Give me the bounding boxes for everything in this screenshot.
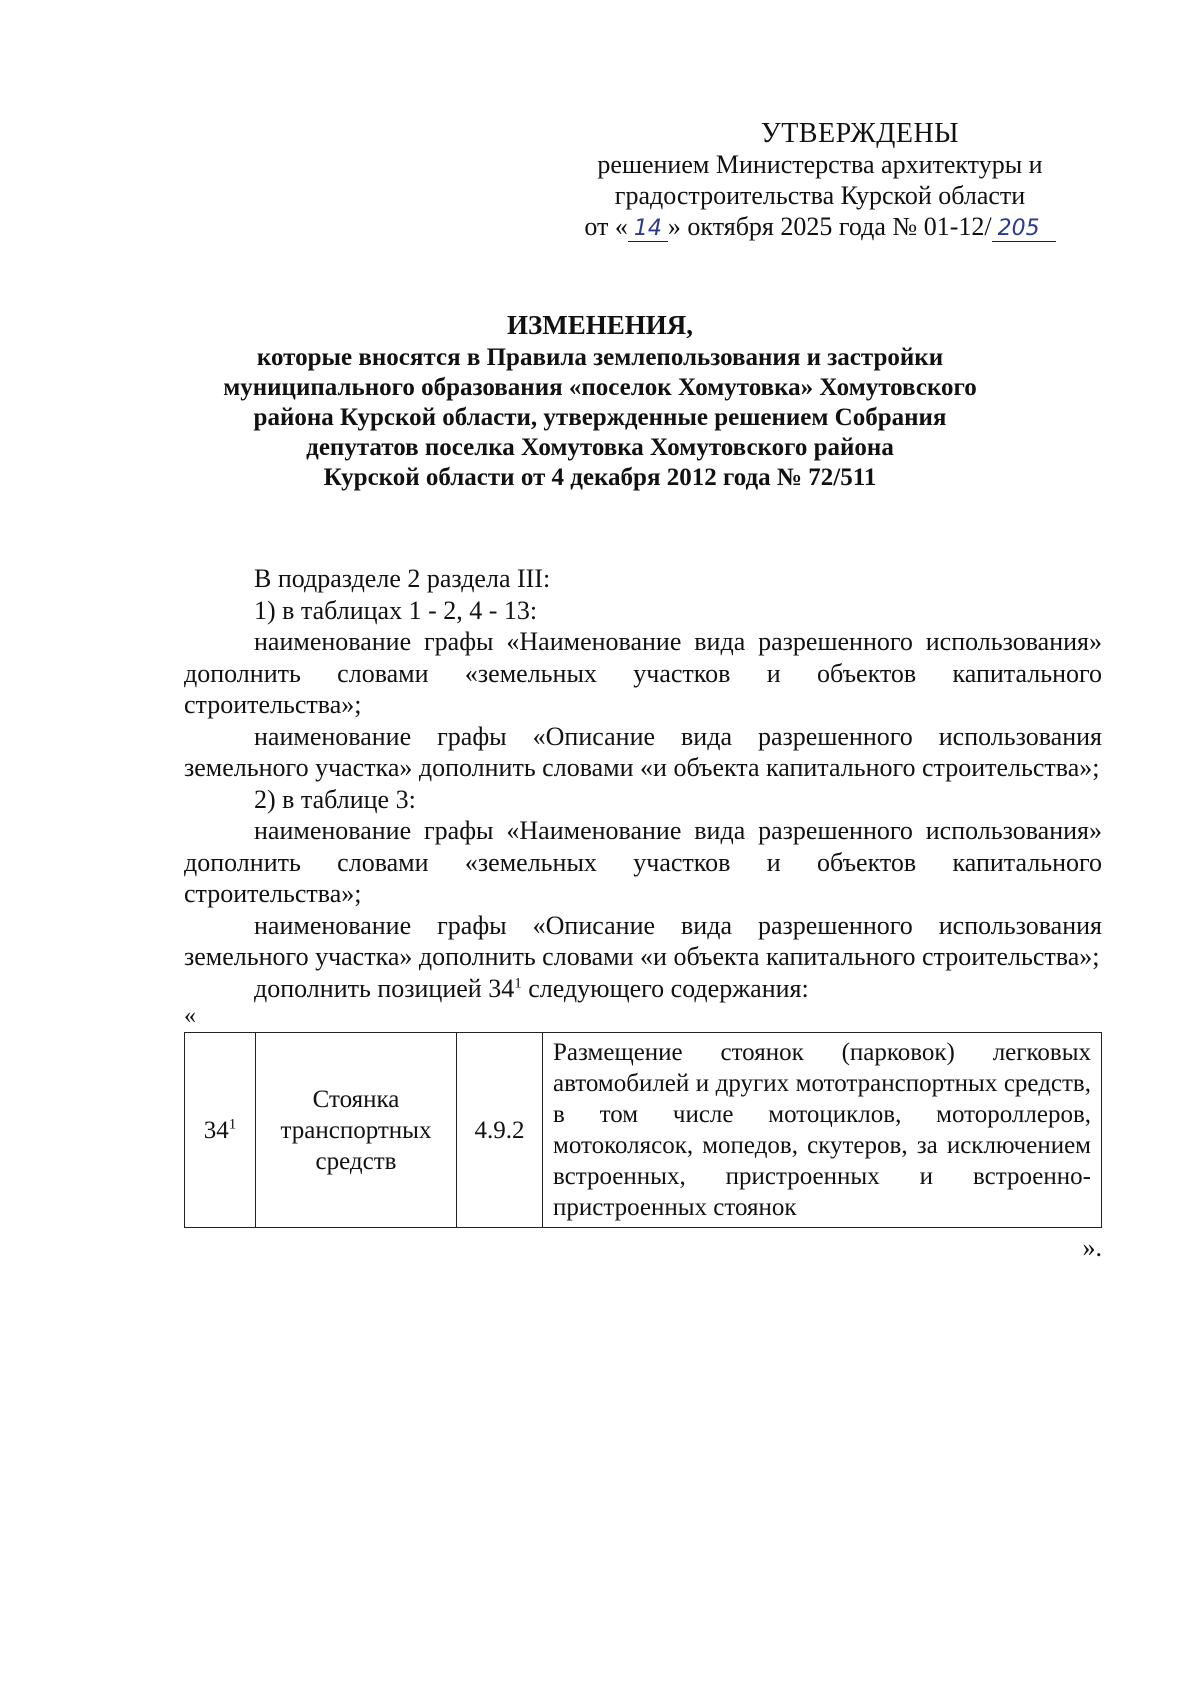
table-row xyxy=(185,1033,1102,1228)
paragraph-add-position xyxy=(184,973,1102,1005)
add-position-text-after: следующего содержания: xyxy=(521,973,809,1003)
table-cell-number xyxy=(185,1033,256,1228)
approval-line-1: решением Министерства архитектуры и xyxy=(597,150,1043,179)
document-title xyxy=(150,310,1050,493)
approval-title: УТВЕРЖДЕНЫ xyxy=(760,118,960,149)
approval-doc-number: 205 xyxy=(992,217,1056,242)
position-number-superscript: 1 xyxy=(228,1116,237,1133)
opening-quote: « xyxy=(184,1003,196,1029)
title-line-5: Курской области от 4 декабря 2012 года № 72/511 xyxy=(323,464,877,491)
paragraph-item-2-change-b: наименование графы «Описание вида разрешенного использования земельного участка» дополнить словами «и объекта капитального строительства»; xyxy=(184,910,1102,971)
title-line-1: которые вносятся в Правила землепользования и застройки xyxy=(256,344,944,371)
title-main: ИЗМЕНЕНИЯ, xyxy=(506,310,693,340)
closing-quote: ». xyxy=(1082,1233,1102,1262)
document-body xyxy=(184,563,1102,1264)
paragraph-item-1: 1) в таблицах 1 - 2, 4 - 13: xyxy=(254,595,538,625)
approval-block xyxy=(560,118,1080,242)
paragraph-item-2: 2) в таблице 3: xyxy=(254,784,416,814)
approval-date-day: 14 xyxy=(628,217,668,242)
approval-date-prefix: от « xyxy=(584,212,628,241)
paragraph-item-1-change-a: наименование графы «Наименование вида разрешенного использования» дополнить словами «земельных участков и объектов капитального строительства»; xyxy=(184,627,1102,719)
approval-line-2: градостроительства Курской области xyxy=(614,181,1026,210)
add-position-superscript: 1 xyxy=(514,974,522,991)
paragraph-item-1-change-b: наименование графы «Описание вида разрешенного использования земельного участка» дополнить словами «и объекта капитального строительства»; xyxy=(184,721,1102,782)
paragraph-item-2-change-a: наименование графы «Наименование вида разрешенного использования» дополнить словами «земельных участков и объектов капитального строительства»; xyxy=(184,816,1102,908)
table-cell-name: Стоянка транспортных средств xyxy=(256,1033,457,1228)
position-number: 34 xyxy=(203,1116,229,1144)
position-table xyxy=(184,1032,1102,1228)
table-cell-code: 4.9.2 xyxy=(457,1033,543,1228)
approval-date-line xyxy=(560,211,1080,242)
title-line-3: района Курской области, утвержденные решением Собрания xyxy=(253,404,947,431)
table-cell-description: Размещение стоянок (парковок) легковых автомобилей и других мототранспортных средств, в том числе мотоциклов, мотороллеров, мотоколясок, мопедов, скутеров, за исключением встроенных, пристроенных и встроенно-пристроенных стоянок xyxy=(543,1033,1102,1228)
add-position-text-before: дополнить позицией 34 xyxy=(254,973,515,1003)
approval-date-suffix: » октября 2025 года № 01-12/ xyxy=(667,212,992,241)
paragraph-subsection: В подразделе 2 раздела III: xyxy=(254,564,551,593)
title-line-2: муниципального образования «поселок Хомутовка» Хомутовского xyxy=(223,374,977,401)
title-line-4: депутатов поселка Хомутовка Хомутовского района xyxy=(306,434,894,461)
